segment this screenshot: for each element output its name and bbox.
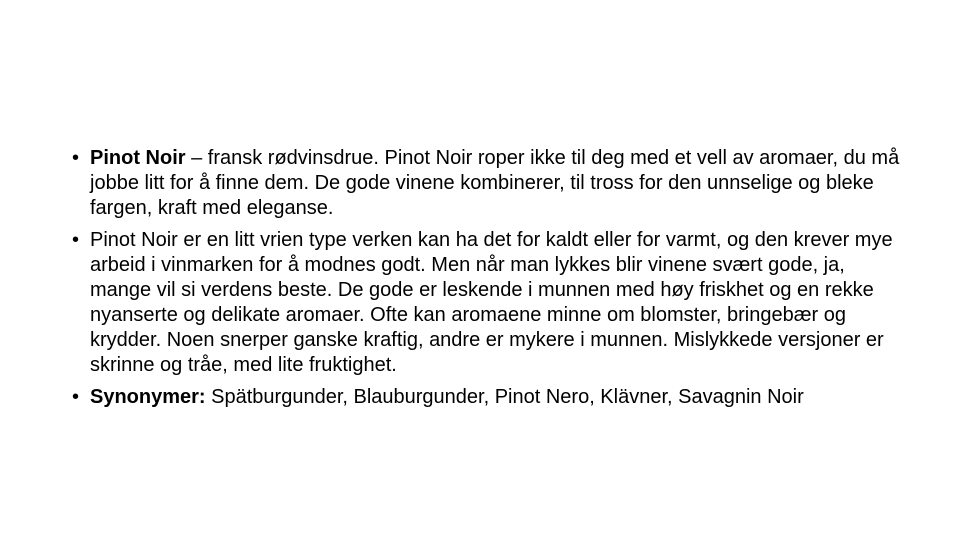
bullet-bold-label: Synonymer: xyxy=(90,386,206,408)
bullet-marker: • xyxy=(72,229,80,251)
bullet-bold-label: Pinot Noir xyxy=(90,147,186,169)
bullet-marker: • xyxy=(72,386,80,408)
bullet-item-pinot-noir xyxy=(72,146,902,221)
bullet-list xyxy=(72,146,902,417)
bullet-text: – fransk rødvinsdrue. Pinot Noir roper ikke til deg med et vell av aromaer, du må jobbe litt for å finne dem. De gode vinene kombinerer, til tross for den unnselige og bleke fargen, kraft med eleganse. xyxy=(90,147,900,219)
bullet-item-description xyxy=(72,228,902,378)
bullet-marker: • xyxy=(72,147,80,169)
bullet-text: Spätburgunder, Blauburgunder, Pinot Nero, Klävner, Savagnin Noir xyxy=(205,386,804,408)
bullet-item-synonyms xyxy=(72,385,902,410)
bullet-text: Pinot Noir er en litt vrien type verken kan ha det for kaldt eller for varmt, og den krever mye arbeid i vinmarken for å modnes godt. Men når man lykkes blir vinene svært gode, ja, mange vil si verdens beste. De gode er leskende i munnen med høy friskhet og en rekke nyanserte og delikate aromaer. Ofte kan aromaene minne om blomster, bringebær og krydder. Noen snerper ganske kraftig, andre er mykere i munnen. Mislykkede versjoner er skrinne og tråe, med lite fruktighet. xyxy=(90,229,893,376)
